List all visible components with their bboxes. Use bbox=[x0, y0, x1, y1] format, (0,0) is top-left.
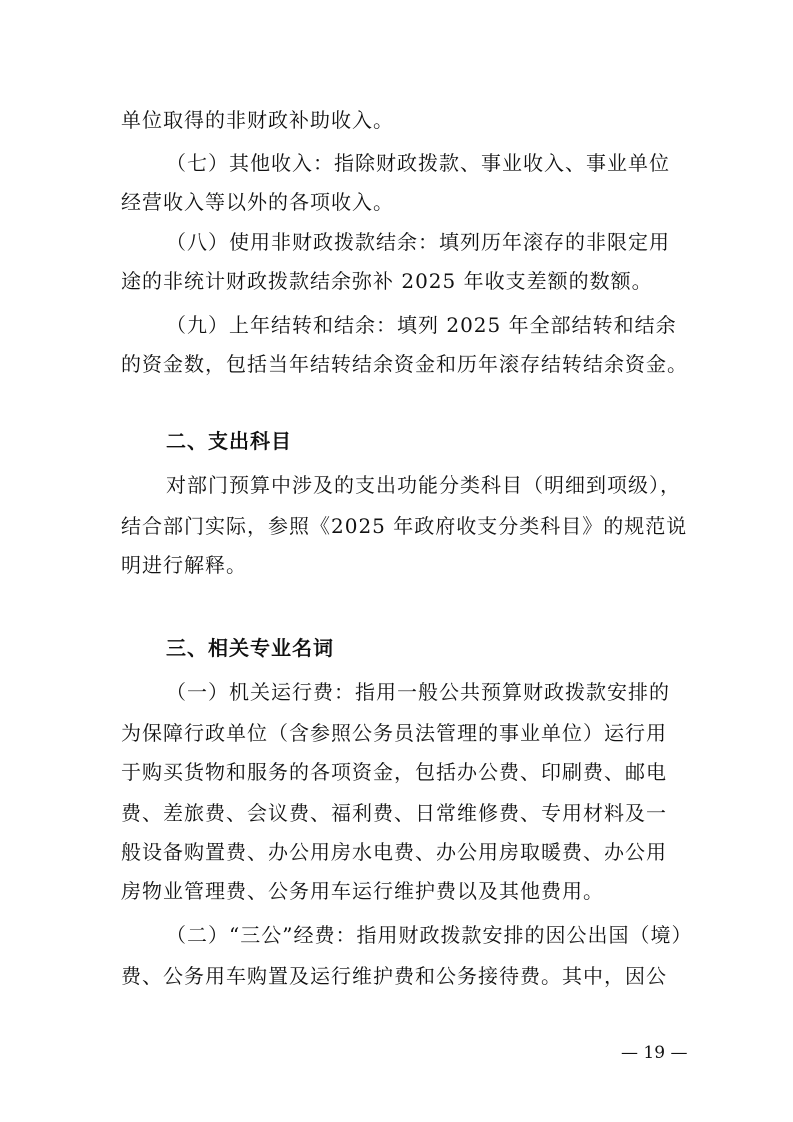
paragraph-line: 途的非统计财政拨款结余弥补 2025 年收支差额的数额。 bbox=[121, 269, 653, 293]
paragraph-line: （二）“三公”经费：指用财政拨款安排的因公出国（境） bbox=[166, 923, 693, 947]
paragraph-line: 为保障行政单位（含参照公务员法管理的事业单位）运行用 bbox=[121, 721, 667, 745]
paragraph-line: 房物业管理费、公务用车运行维护费以及其他费用。 bbox=[121, 879, 604, 903]
paragraph-line: 结合部门实际，参照《2025 年政府收支分类科目》的规范说 bbox=[121, 514, 688, 538]
paragraph-line: 费、差旅费、会议费、福利费、日常维修费、专用材料及一 bbox=[121, 801, 667, 825]
section-heading-terms: 三、相关专业名词 bbox=[166, 636, 334, 660]
paragraph-line: 费、公务用车购置及运行维护费和公务接待费。其中，因公 bbox=[121, 964, 667, 988]
paragraph-line: 经营收入等以外的各项收入。 bbox=[121, 190, 394, 214]
paragraph-line: （一）机关运行费：指用一般公共预算财政拨款安排的 bbox=[166, 680, 670, 704]
paragraph-line: 单位取得的非财政补助收入。 bbox=[121, 108, 394, 132]
page-number: — 19 — bbox=[621, 1043, 688, 1063]
paragraph-line: 对部门预算中涉及的支出功能分类科目（明细到项级）， bbox=[166, 473, 681, 497]
section-heading-expenditure: 二、支出科目 bbox=[166, 429, 292, 453]
paragraph-line: 般设备购置费、办公用房水电费、办公用房取暖费、办公用 bbox=[121, 840, 667, 864]
paragraph-line: 于购买货物和服务的各项资金，包括办公费、印刷费、邮电 bbox=[121, 760, 667, 784]
paragraph-line: （七）其他收入：指除财政拨款、事业收入、事业单位 bbox=[166, 151, 670, 175]
paragraph-line: 的资金数，包括当年结转结余资金和历年滚存结转结余资金。 bbox=[121, 352, 688, 376]
paragraph-line: （九）上年结转和结余：填列 2025 年全部结转和结余 bbox=[166, 313, 677, 337]
paragraph-line: （八）使用非财政拨款结余：填列历年滚存的非限定用 bbox=[166, 230, 670, 254]
paragraph-line: 明进行解释。 bbox=[121, 553, 247, 577]
